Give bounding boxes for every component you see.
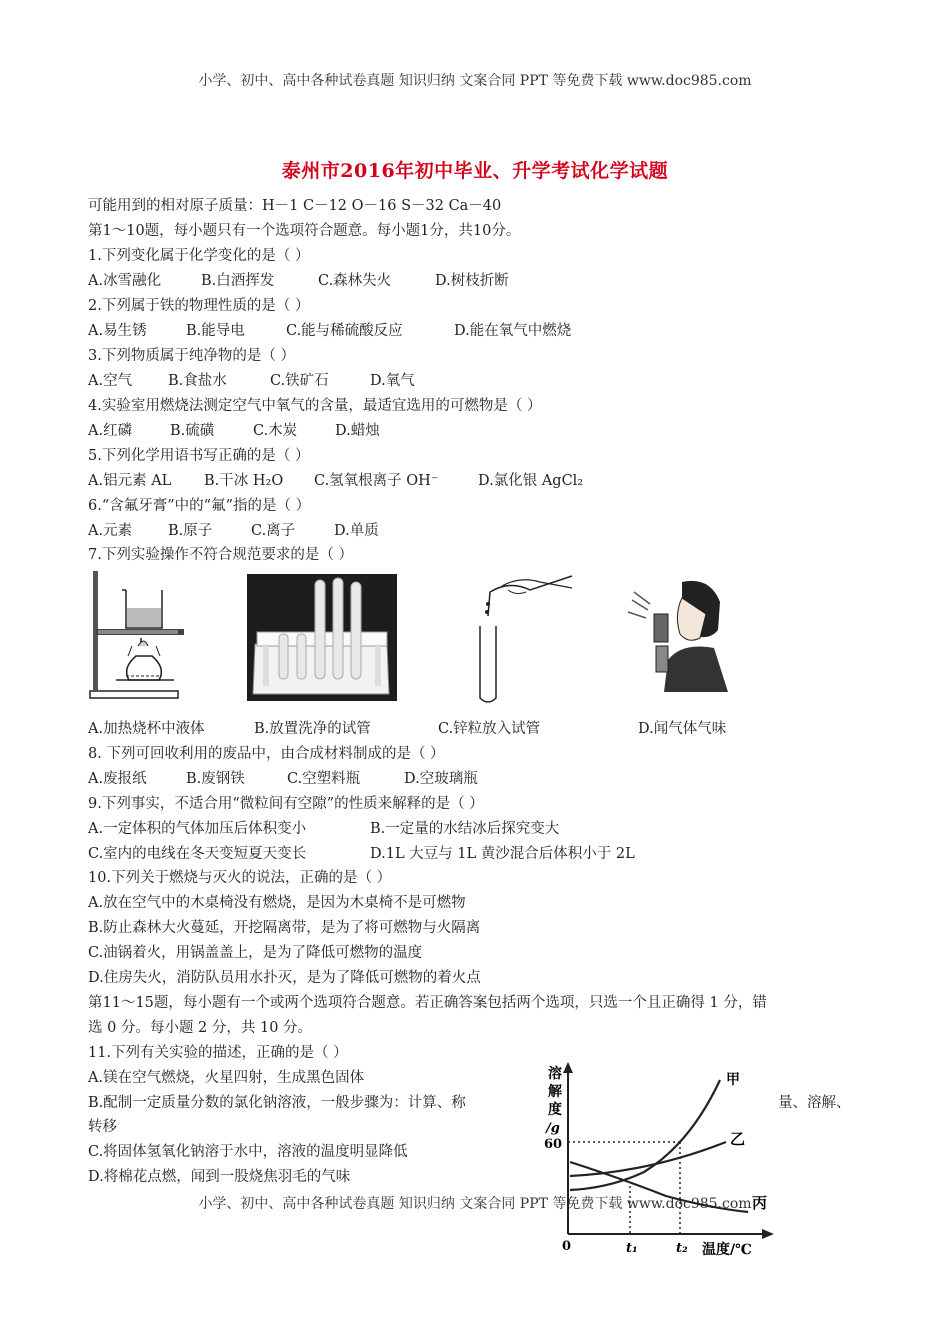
page-header: 小学、初中、高中各种试卷真题 知识归纳 文案合同 PPT 等免费下载 www.doc985.com: [198, 73, 752, 89]
q4-option-c: C.木炭: [253, 423, 298, 439]
q9-option-a: A.一定体积的气体加压后体积变小: [88, 821, 307, 837]
q11-option-b-continued: 转移: [88, 1119, 117, 1135]
q1-option-d: D.树枝折断: [435, 273, 509, 289]
q10-option-b: B.防止森林大火蔓延，开挖隔离带，是为了将可燃物与火隔离: [88, 920, 481, 936]
q2-option-d: D.能在氧气中燃烧: [454, 323, 572, 339]
section1-instructions: 第1～10题，每小题只有一个选项符合题意。每小题1分，共10分。: [88, 223, 521, 239]
q7-stem: 7.下列实验操作不符合规范要求的是（ ）: [88, 547, 353, 563]
section2-instructions-line1: 第11～15题，每小题有一个或两个选项符合题意。若正确答案包括两个选项，只选一个且正确得 1 分，错: [88, 995, 767, 1011]
q1-option-b: B.白酒挥发: [201, 273, 275, 289]
q10-stem: 10.下列关于燃烧与灭火的说法，正确的是（ ）: [88, 870, 392, 886]
q8-stem: 8. 下列可回收利用的废品中，由合成材料制成的是（ ）: [88, 746, 445, 762]
q7-option-d: D.闻气体气味: [638, 721, 727, 737]
q4-options: [88, 422, 380, 440]
q7-option-c: C.锌粒放入试管: [438, 721, 541, 737]
ylabel-char-3: 度: [548, 1102, 562, 1118]
q11-option-d: D.将棉花点燃，闻到一股烧焦羽毛的气味: [88, 1169, 351, 1185]
q3-option-d: D.氧气: [370, 373, 415, 389]
y-tick-60: 60: [544, 1137, 563, 1152]
q9-options-row2: [88, 845, 635, 863]
q1-options: [88, 272, 509, 290]
q3-option-a: A.空气: [88, 373, 133, 389]
x-axis-arrow: [762, 1229, 774, 1239]
q5-option-c: C.氢氧根离子 OH⁻: [314, 473, 439, 489]
q3-option-b: B.食盐水: [168, 373, 227, 389]
q9-option-b: B.一定量的水结冰后探究变大: [370, 821, 560, 837]
test-tube-rack-figure: [247, 574, 397, 701]
ylabel-char-1: 溶: [548, 1066, 562, 1082]
q3-option-c: C.铁矿石: [270, 373, 329, 389]
q9-options-row1: [88, 820, 559, 838]
q5-option-d: D.氯化银 AgCl₂: [478, 473, 584, 489]
q2-option-b: B.能导电: [186, 323, 245, 339]
curve-label-yi: 乙: [730, 1130, 746, 1148]
page-footer: 小学、初中、高中各种试卷真题 知识归纳 文案合同 PPT 等免费下载 www.doc985.com: [198, 1196, 752, 1212]
q10-option-d: D.住房失火，消防队员用水扑灭，是为了降低可燃物的着火点: [88, 970, 481, 986]
q9-option-c: C.室内的电线在冬天变短夏天变长: [88, 846, 307, 862]
q6-stem: 6.“含氟牙膏”中的“氟”指的是（ ）: [88, 498, 311, 514]
section2-instructions-line2: 选 0 分。每小题 2 分，共 10 分。: [88, 1020, 313, 1036]
q4-option-d: D.蜡烛: [335, 423, 380, 439]
q11-option-b-right: 量、溶解、: [778, 1095, 851, 1111]
q2-stem: 2.下列属于铁的物理性质的是（ ）: [88, 298, 310, 314]
q2-option-c: C.能与稀硫酸反应: [286, 323, 403, 339]
q4-option-b: B.硫磺: [170, 423, 215, 439]
q6-option-b: B.原子: [168, 523, 213, 539]
q8-option-b: B.废钢铁: [186, 771, 245, 787]
q3-stem: 3.下列物质属于纯净物的是（ ）: [88, 348, 295, 364]
q9-stem: 9.下列事实，不适合用“微粒间有空隙”的性质来解释的是（ ）: [88, 796, 484, 812]
y-axis-arrow: [563, 1062, 573, 1073]
atomic-mass-line: 可能用到的相对原子质量：H－1 C－12 O－16 S－32 Ca－40: [88, 198, 502, 214]
q2-option-a: A.易生锈: [88, 323, 147, 339]
q6-option-c: C.离子: [251, 523, 296, 539]
q10-option-a: A.放在空气中的木桌椅没有燃烧，是因为木桌椅不是可燃物: [88, 895, 466, 911]
q3-options: [88, 372, 415, 390]
q6-options: [88, 522, 379, 540]
q8-options: [88, 770, 478, 788]
q11-option-c: C.将固体氢氧化钠溶于水中，溶液的温度明显降低: [88, 1144, 408, 1160]
q9-option-d: D.1L 大豆与 1L 黄沙混合后体积小于 2L: [370, 846, 635, 862]
q5-stem: 5.下列化学用语书写正确的是（ ）: [88, 448, 310, 464]
q4-stem: 4.实验室用燃烧法测定空气中氧气的含量，最适宜选用的可燃物是（ ）: [88, 398, 542, 414]
q11-option-b: B.配制一定质量分数的氯化钠溶液，一般步骤为：计算、称: [88, 1095, 466, 1111]
q6-option-d: D.单质: [334, 523, 379, 539]
exam-title: 泰州市2016年初中毕业、升学考试化学试题: [281, 160, 669, 182]
q1-option-c: C.森林失火: [318, 273, 392, 289]
zinc-into-test-tube-figure: [460, 574, 578, 706]
q5-option-b: B.干冰 H₂O: [204, 473, 284, 489]
curve-label-jia: 甲: [726, 1072, 740, 1088]
x-tick-t1: t₁: [626, 1241, 638, 1256]
q5-option-a: A.铝元素 AL: [88, 473, 172, 489]
q4-option-a: A.红磷: [88, 423, 133, 439]
q6-option-a: A.元素: [88, 523, 133, 539]
smelling-gas-figure: [624, 574, 732, 692]
q11-stem: 11.下列有关实验的描述，正确的是（ ）: [88, 1045, 348, 1061]
solubility-chart: [540, 1060, 780, 1260]
q8-option-c: C.空塑料瓶: [287, 771, 361, 787]
q7-option-a: A.加热烧杯中液体: [88, 721, 205, 737]
q8-option-a: A.废报纸: [88, 771, 147, 787]
curve-label-bing: 丙: [752, 1194, 768, 1212]
q11-option-a: A.镁在空气燃烧，火星四射，生成黑色固体: [88, 1070, 365, 1086]
heating-beaker-figure: [84, 568, 196, 702]
ylabel-char-2: 解: [548, 1084, 562, 1100]
ylabel-unit: /g: [546, 1121, 560, 1136]
origin-label: 0: [562, 1239, 572, 1254]
x-axis-label: 温度/℃: [702, 1242, 752, 1258]
q5-options: [88, 472, 583, 490]
q7-option-b: B.放置洗净的试管: [254, 721, 371, 737]
q7-options: [88, 720, 726, 738]
x-tick-t2: t₂: [676, 1241, 688, 1256]
q1-stem: 1.下列变化属于化学变化的是（ ）: [88, 248, 310, 264]
q8-option-d: D.空玻璃瓶: [404, 771, 478, 787]
q2-options: [88, 322, 571, 340]
curve-yi: [570, 1142, 726, 1176]
q1-option-a: A.冰雪融化: [88, 273, 162, 289]
q10-option-c: C.油锅着火，用锅盖盖上，是为了降低可燃物的温度: [88, 945, 423, 961]
